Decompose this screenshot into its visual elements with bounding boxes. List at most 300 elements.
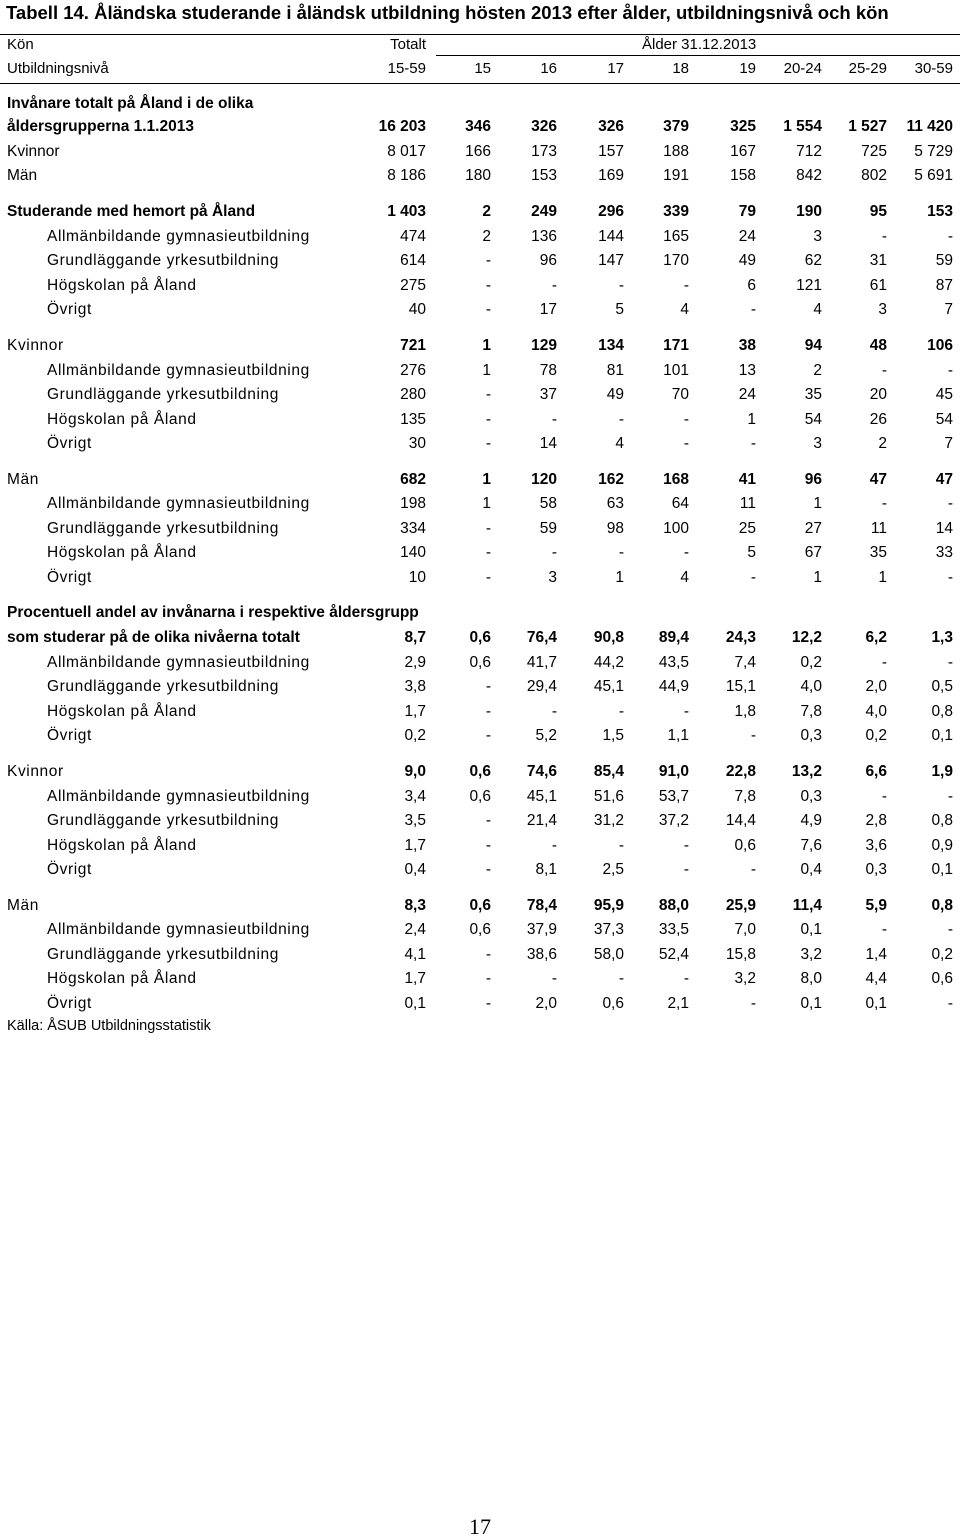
row-label: Högskolan på Åland [47, 837, 197, 854]
table-cell: 14,4 [725, 812, 756, 829]
table-cell: 180 [465, 167, 491, 184]
row-label: Män [7, 897, 39, 914]
table-cell: 1,7 [404, 703, 426, 720]
table-cell: 0,9 [931, 837, 953, 854]
table-row [0, 785, 960, 809]
table-cell: - [485, 520, 491, 537]
table-cell: 45,1 [526, 788, 557, 805]
table-cell: 2 [813, 362, 822, 379]
table-cell: - [485, 252, 491, 269]
table-cell: 167 [730, 143, 756, 160]
table-cell: 0,1 [865, 995, 887, 1012]
table-cell: 614 [400, 252, 426, 269]
table-cell: 89,4 [658, 629, 689, 646]
row-label: Övrigt [47, 301, 92, 318]
table-cell: 153 [927, 203, 953, 220]
table-cell: 4,0 [865, 703, 887, 720]
row-label: Övrigt [47, 435, 92, 452]
table-cell: 0,2 [800, 654, 822, 671]
table-cell: - [618, 277, 624, 294]
row-label: Allmänbildande gymnasieutbildning [47, 654, 310, 671]
table-cell: 16 203 [378, 118, 426, 135]
table-cell: 1 527 [848, 118, 887, 135]
table-cell: 0,6 [469, 788, 491, 805]
table-cell: - [881, 921, 887, 938]
table-cell: 33 [935, 544, 953, 561]
table-cell: - [683, 837, 689, 854]
table-cell: 49 [738, 252, 756, 269]
row-label: Män [7, 167, 38, 184]
table-cell: 2,0 [865, 678, 887, 695]
table-cell: 3 [813, 228, 822, 245]
table-cell: 165 [663, 228, 689, 245]
source-note: Källa: ÅSUB Utbildningsstatistik [7, 1018, 211, 1034]
table-cell: 74,6 [526, 763, 557, 780]
table-cell: 136 [531, 228, 557, 245]
row-label: som studerar på de olika nivåerna totalt [7, 629, 300, 646]
table-cell: 326 [598, 118, 624, 135]
table-cell: - [947, 995, 953, 1012]
table-cell: 37 [539, 386, 557, 403]
table-cell: 63 [606, 495, 624, 512]
table-cell: 3 [813, 435, 822, 452]
table-cell: 334 [400, 520, 426, 537]
table-cell: 171 [663, 337, 689, 354]
table-cell: 45,1 [593, 678, 624, 695]
table-row [0, 834, 960, 858]
table-cell: 0,6 [931, 970, 953, 987]
table-cell: 3,2 [734, 970, 756, 987]
row-label: Grundläggande yrkesutbildning [47, 252, 279, 269]
table-cell: 0,8 [931, 812, 953, 829]
table-cell: 37,3 [593, 921, 624, 938]
population-label-line1: Invånare totalt på Åland i de olika [7, 95, 254, 112]
table-row [0, 383, 960, 407]
table-cell: 4 [813, 301, 822, 318]
table-cell: 191 [663, 167, 689, 184]
table-cell: 1 [482, 471, 491, 488]
table-cell: 62 [804, 252, 822, 269]
table-cell: 3 [878, 301, 887, 318]
table-cell: 275 [400, 277, 426, 294]
table-cell: - [618, 703, 624, 720]
table-cell: 22,8 [725, 763, 756, 780]
table-cell: 91,0 [658, 763, 689, 780]
table-cell: 2,0 [535, 995, 557, 1012]
table-cell: - [683, 970, 689, 987]
row-label: Allmänbildande gymnasieutbildning [47, 921, 310, 938]
table-cell: 1,4 [865, 946, 887, 963]
table-cell: 14 [539, 435, 557, 452]
table-cell: 129 [531, 337, 557, 354]
table-cell: 158 [730, 167, 756, 184]
table-row [0, 943, 960, 967]
table-cell: 3,8 [404, 678, 426, 695]
table-cell: 59 [539, 520, 557, 537]
table-cell: 30 [408, 435, 426, 452]
table-row [0, 967, 960, 991]
table-cell: 1,9 [931, 763, 953, 780]
table-cell: - [485, 277, 491, 294]
table-cell: 49 [606, 386, 624, 403]
table-cell: 87 [935, 277, 953, 294]
table-cell: 96 [539, 252, 557, 269]
table-cell: 280 [400, 386, 426, 403]
row-label: Allmänbildande gymnasieutbildning [47, 495, 310, 512]
table-cell: 5 691 [914, 167, 953, 184]
table-cell: - [947, 569, 953, 586]
row-label: Grundläggande yrkesutbildning [47, 812, 279, 829]
table-cell: - [750, 995, 756, 1012]
header-totalt-label: Totalt [390, 36, 426, 53]
table-cell: 326 [531, 118, 557, 135]
table-cell: 45 [935, 386, 953, 403]
table-cell: - [485, 544, 491, 561]
table-cell: 802 [861, 167, 887, 184]
table-cell: - [551, 703, 557, 720]
table-cell: 0,3 [800, 788, 822, 805]
table-cell: 2,5 [602, 861, 624, 878]
row-label: Grundläggande yrkesutbildning [47, 386, 279, 403]
table-cell: 96 [804, 471, 822, 488]
table-cell: 13,2 [791, 763, 822, 780]
table-cell: 121 [796, 277, 822, 294]
table-cell: - [683, 544, 689, 561]
table-cell: - [947, 921, 953, 938]
column-header: 15-59 [387, 60, 426, 77]
table-cell: - [485, 946, 491, 963]
table-cell: 0,2 [404, 727, 426, 744]
table-cell: 27 [804, 520, 822, 537]
table-cell: 1,5 [602, 727, 624, 744]
table-row [0, 700, 960, 724]
table-cell: 31,2 [593, 812, 624, 829]
table-cell: 0,3 [865, 861, 887, 878]
header-utbildningsniva-label: Utbildningsnivå [7, 60, 109, 77]
table-cell: - [618, 837, 624, 854]
table-row [0, 408, 960, 432]
table-cell: 135 [400, 411, 426, 428]
table-cell: 0,1 [931, 861, 953, 878]
table-cell: 95 [869, 203, 887, 220]
table-cell: - [485, 435, 491, 452]
table-cell: 5 [615, 301, 624, 318]
table-cell: 5 729 [914, 143, 953, 160]
table-cell: 153 [531, 167, 557, 184]
table-cell: 64 [671, 495, 689, 512]
table-row [0, 651, 960, 675]
table-cell: 0,6 [469, 897, 491, 914]
table-cell: 9,0 [404, 763, 426, 780]
table-cell: 5,9 [865, 897, 887, 914]
table-cell: 20 [869, 386, 887, 403]
table-cell: 41 [738, 471, 756, 488]
table-cell: 85,4 [593, 763, 624, 780]
table-cell: - [750, 861, 756, 878]
table-cell: 190 [796, 203, 822, 220]
table-cell: - [485, 861, 491, 878]
table-row [0, 468, 960, 492]
table-cell: 37,9 [526, 921, 557, 938]
table-row [0, 918, 960, 942]
table-cell: 70 [671, 386, 689, 403]
table-cell: 5,2 [535, 727, 557, 744]
table-cell: 0,1 [404, 995, 426, 1012]
table-cell: 41,7 [526, 654, 557, 671]
table-cell: - [683, 411, 689, 428]
table-cell: 67 [804, 544, 822, 561]
table-cell: 44,2 [593, 654, 624, 671]
table-cell: 1,1 [667, 727, 689, 744]
table-cell: 1,7 [404, 970, 426, 987]
table-cell: 0,6 [469, 763, 491, 780]
table-cell: 7,4 [734, 654, 756, 671]
table-cell: - [683, 435, 689, 452]
row-label: Högskolan på Åland [47, 277, 197, 294]
table-cell: 325 [730, 118, 756, 135]
table-cell: 88,0 [658, 897, 689, 914]
row-label: Allmänbildande gymnasieutbildning [47, 362, 310, 379]
row-label: Allmänbildande gymnasieutbildning [47, 228, 310, 245]
table-cell: 2 [878, 435, 887, 452]
table-cell: 11 [870, 520, 887, 537]
table-cell: 3,4 [404, 788, 426, 805]
table-cell: 58 [539, 495, 557, 512]
table-row [0, 724, 960, 748]
table-cell: 339 [663, 203, 689, 220]
table-cell: 168 [663, 471, 689, 488]
table-cell: - [947, 654, 953, 671]
table-cell: 1 [482, 362, 491, 379]
table-cell: 95,9 [593, 897, 624, 914]
table-cell: 4,4 [865, 970, 887, 987]
table-cell: 94 [804, 337, 822, 354]
table-cell: 47 [869, 471, 887, 488]
header-age-rule [436, 55, 960, 56]
table-cell: 54 [935, 411, 953, 428]
table-cell: 79 [738, 203, 756, 220]
table-cell: 1,3 [931, 629, 953, 646]
table-cell: 15,1 [725, 678, 756, 695]
table-cell: 53,7 [658, 788, 689, 805]
header-bottom-rule [0, 83, 960, 84]
row-label: Övrigt [47, 861, 92, 878]
table-cell: 59 [935, 252, 953, 269]
table-row [0, 140, 960, 164]
table-cell: 33,5 [658, 921, 689, 938]
table-row [0, 992, 960, 1016]
table-cell: 8,1 [535, 861, 557, 878]
table-cell: 76,4 [526, 629, 557, 646]
table-row [0, 858, 960, 882]
table-cell: 7 [944, 301, 953, 318]
table-cell: 120 [531, 471, 557, 488]
table-cell: 144 [598, 228, 624, 245]
table-cell: 17 [539, 301, 557, 318]
table-cell: 1 [813, 569, 822, 586]
table-cell: 4,9 [800, 812, 822, 829]
table-cell: 21,4 [526, 812, 557, 829]
table-cell: 7 [944, 435, 953, 452]
table-cell: 11,4 [792, 897, 822, 914]
table-cell: 48 [869, 337, 887, 354]
table-cell: 147 [598, 252, 624, 269]
table-row [0, 894, 960, 918]
table-cell: 25 [738, 520, 756, 537]
table-cell: - [618, 544, 624, 561]
table-cell: 38,6 [526, 946, 557, 963]
table-row [0, 809, 960, 833]
table-cell: 15,8 [725, 946, 756, 963]
table-cell: - [485, 386, 491, 403]
header-alder-label: Ålder 31.12.2013 [642, 36, 757, 53]
table-cell: 24 [738, 228, 756, 245]
table-cell: 0,6 [734, 837, 756, 854]
table-cell: - [485, 411, 491, 428]
table-cell: 725 [861, 143, 887, 160]
table-cell: - [750, 569, 756, 586]
table-row [0, 200, 960, 224]
table-cell: 14 [935, 520, 953, 537]
table-cell: - [551, 277, 557, 294]
row-label: Grundläggande yrkesutbildning [47, 678, 279, 695]
table-cell: 7,8 [800, 703, 822, 720]
table-row [0, 274, 960, 298]
table-cell: 0,1 [800, 921, 822, 938]
table-cell: - [485, 703, 491, 720]
table-cell: 0,4 [404, 861, 426, 878]
column-header: 16 [540, 60, 557, 77]
column-header: 30-59 [914, 60, 953, 77]
page-number: 17 [469, 1514, 491, 1539]
table-cell: 188 [663, 143, 689, 160]
table-cell: - [485, 678, 491, 695]
table-cell: 12,2 [791, 629, 822, 646]
table-row [0, 249, 960, 273]
table-cell: 712 [796, 143, 822, 160]
table-cell: - [750, 301, 756, 318]
table-cell: 35 [869, 544, 887, 561]
table-cell: 26 [869, 411, 887, 428]
row-label: Övrigt [47, 569, 92, 586]
table-cell: - [947, 362, 953, 379]
row-label: Studerande med hemort på Åland [7, 203, 256, 220]
table-cell: 7,8 [734, 788, 756, 805]
table-cell: 81 [606, 362, 624, 379]
row-label: Högskolan på Åland [47, 544, 197, 561]
table-cell: 47 [935, 471, 953, 488]
header-kon-label: Kön [7, 36, 34, 53]
table-cell: 0,2 [931, 946, 953, 963]
table-cell: 1 [747, 411, 756, 428]
column-header: 15 [474, 60, 491, 77]
table-cell: - [618, 970, 624, 987]
row-label: Övrigt [47, 727, 92, 744]
table-row [0, 298, 960, 322]
table-cell: 0,6 [469, 921, 491, 938]
table-cell: 8,7 [404, 629, 426, 646]
table-cell: 3,6 [865, 837, 887, 854]
table-cell: 1 [482, 337, 491, 354]
row-label: Grundläggande yrkesutbildning [47, 520, 279, 537]
table-cell: 2,9 [404, 654, 426, 671]
table-cell: 6 [747, 277, 756, 294]
table-cell: 379 [663, 118, 689, 135]
table-cell: 8 017 [387, 143, 426, 160]
row-label: Kvinnor [7, 337, 64, 354]
table-cell: 25,9 [725, 897, 756, 914]
table-cell: 8,0 [800, 970, 822, 987]
table-cell: - [881, 362, 887, 379]
table-cell: 100 [663, 520, 689, 537]
table-cell: 1 403 [387, 203, 426, 220]
table-cell: 37,2 [658, 812, 689, 829]
header-top-rule [0, 34, 960, 35]
table-cell: 52,4 [658, 946, 689, 963]
table-cell: 134 [598, 337, 624, 354]
table-cell: 1,7 [404, 837, 426, 854]
table-cell: 0,6 [602, 995, 624, 1012]
table-row [0, 432, 960, 456]
table-cell: 140 [400, 544, 426, 561]
table-row [0, 225, 960, 249]
table-cell: 24 [738, 386, 756, 403]
table-cell: 29,4 [526, 678, 557, 695]
table-cell: 101 [663, 362, 689, 379]
table-cell: 61 [869, 277, 887, 294]
table-cell: 1 554 [783, 118, 822, 135]
table-cell: 2 [482, 203, 491, 220]
table-cell: 682 [400, 471, 426, 488]
table-cell: 7,0 [734, 921, 756, 938]
table-cell: - [683, 703, 689, 720]
table-cell: 162 [598, 471, 624, 488]
table-cell: 1 [482, 495, 491, 512]
table-cell: 0,8 [931, 897, 953, 914]
column-header: 18 [672, 60, 689, 77]
table-cell: - [485, 837, 491, 854]
table-cell: 157 [598, 143, 624, 160]
table-cell: - [881, 228, 887, 245]
table-cell: 38 [738, 337, 756, 354]
table-cell: 4 [680, 569, 689, 586]
table-cell: - [881, 788, 887, 805]
table-cell: 6,2 [865, 629, 887, 646]
table-cell: - [750, 727, 756, 744]
table-cell: 44,9 [658, 678, 689, 695]
table-cell: 10 [408, 569, 426, 586]
table-cell: 0,1 [931, 727, 953, 744]
row-label: Högskolan på Åland [47, 411, 197, 428]
row-label: Övrigt [47, 995, 92, 1012]
table-cell: 98 [606, 520, 624, 537]
table-cell: 1,8 [734, 703, 756, 720]
table-row [0, 675, 960, 699]
table-cell: - [750, 435, 756, 452]
table-cell: - [881, 654, 887, 671]
table-cell: - [551, 837, 557, 854]
table-row [0, 164, 960, 188]
table-cell: 0,8 [931, 703, 953, 720]
table-cell: 3,2 [800, 946, 822, 963]
table-cell: 1 [813, 495, 822, 512]
table-cell: 35 [804, 386, 822, 403]
column-header: 25-29 [848, 60, 887, 77]
table-cell: - [485, 569, 491, 586]
table-row [0, 517, 960, 541]
table-cell: 346 [465, 118, 491, 135]
table-cell: 249 [531, 203, 557, 220]
